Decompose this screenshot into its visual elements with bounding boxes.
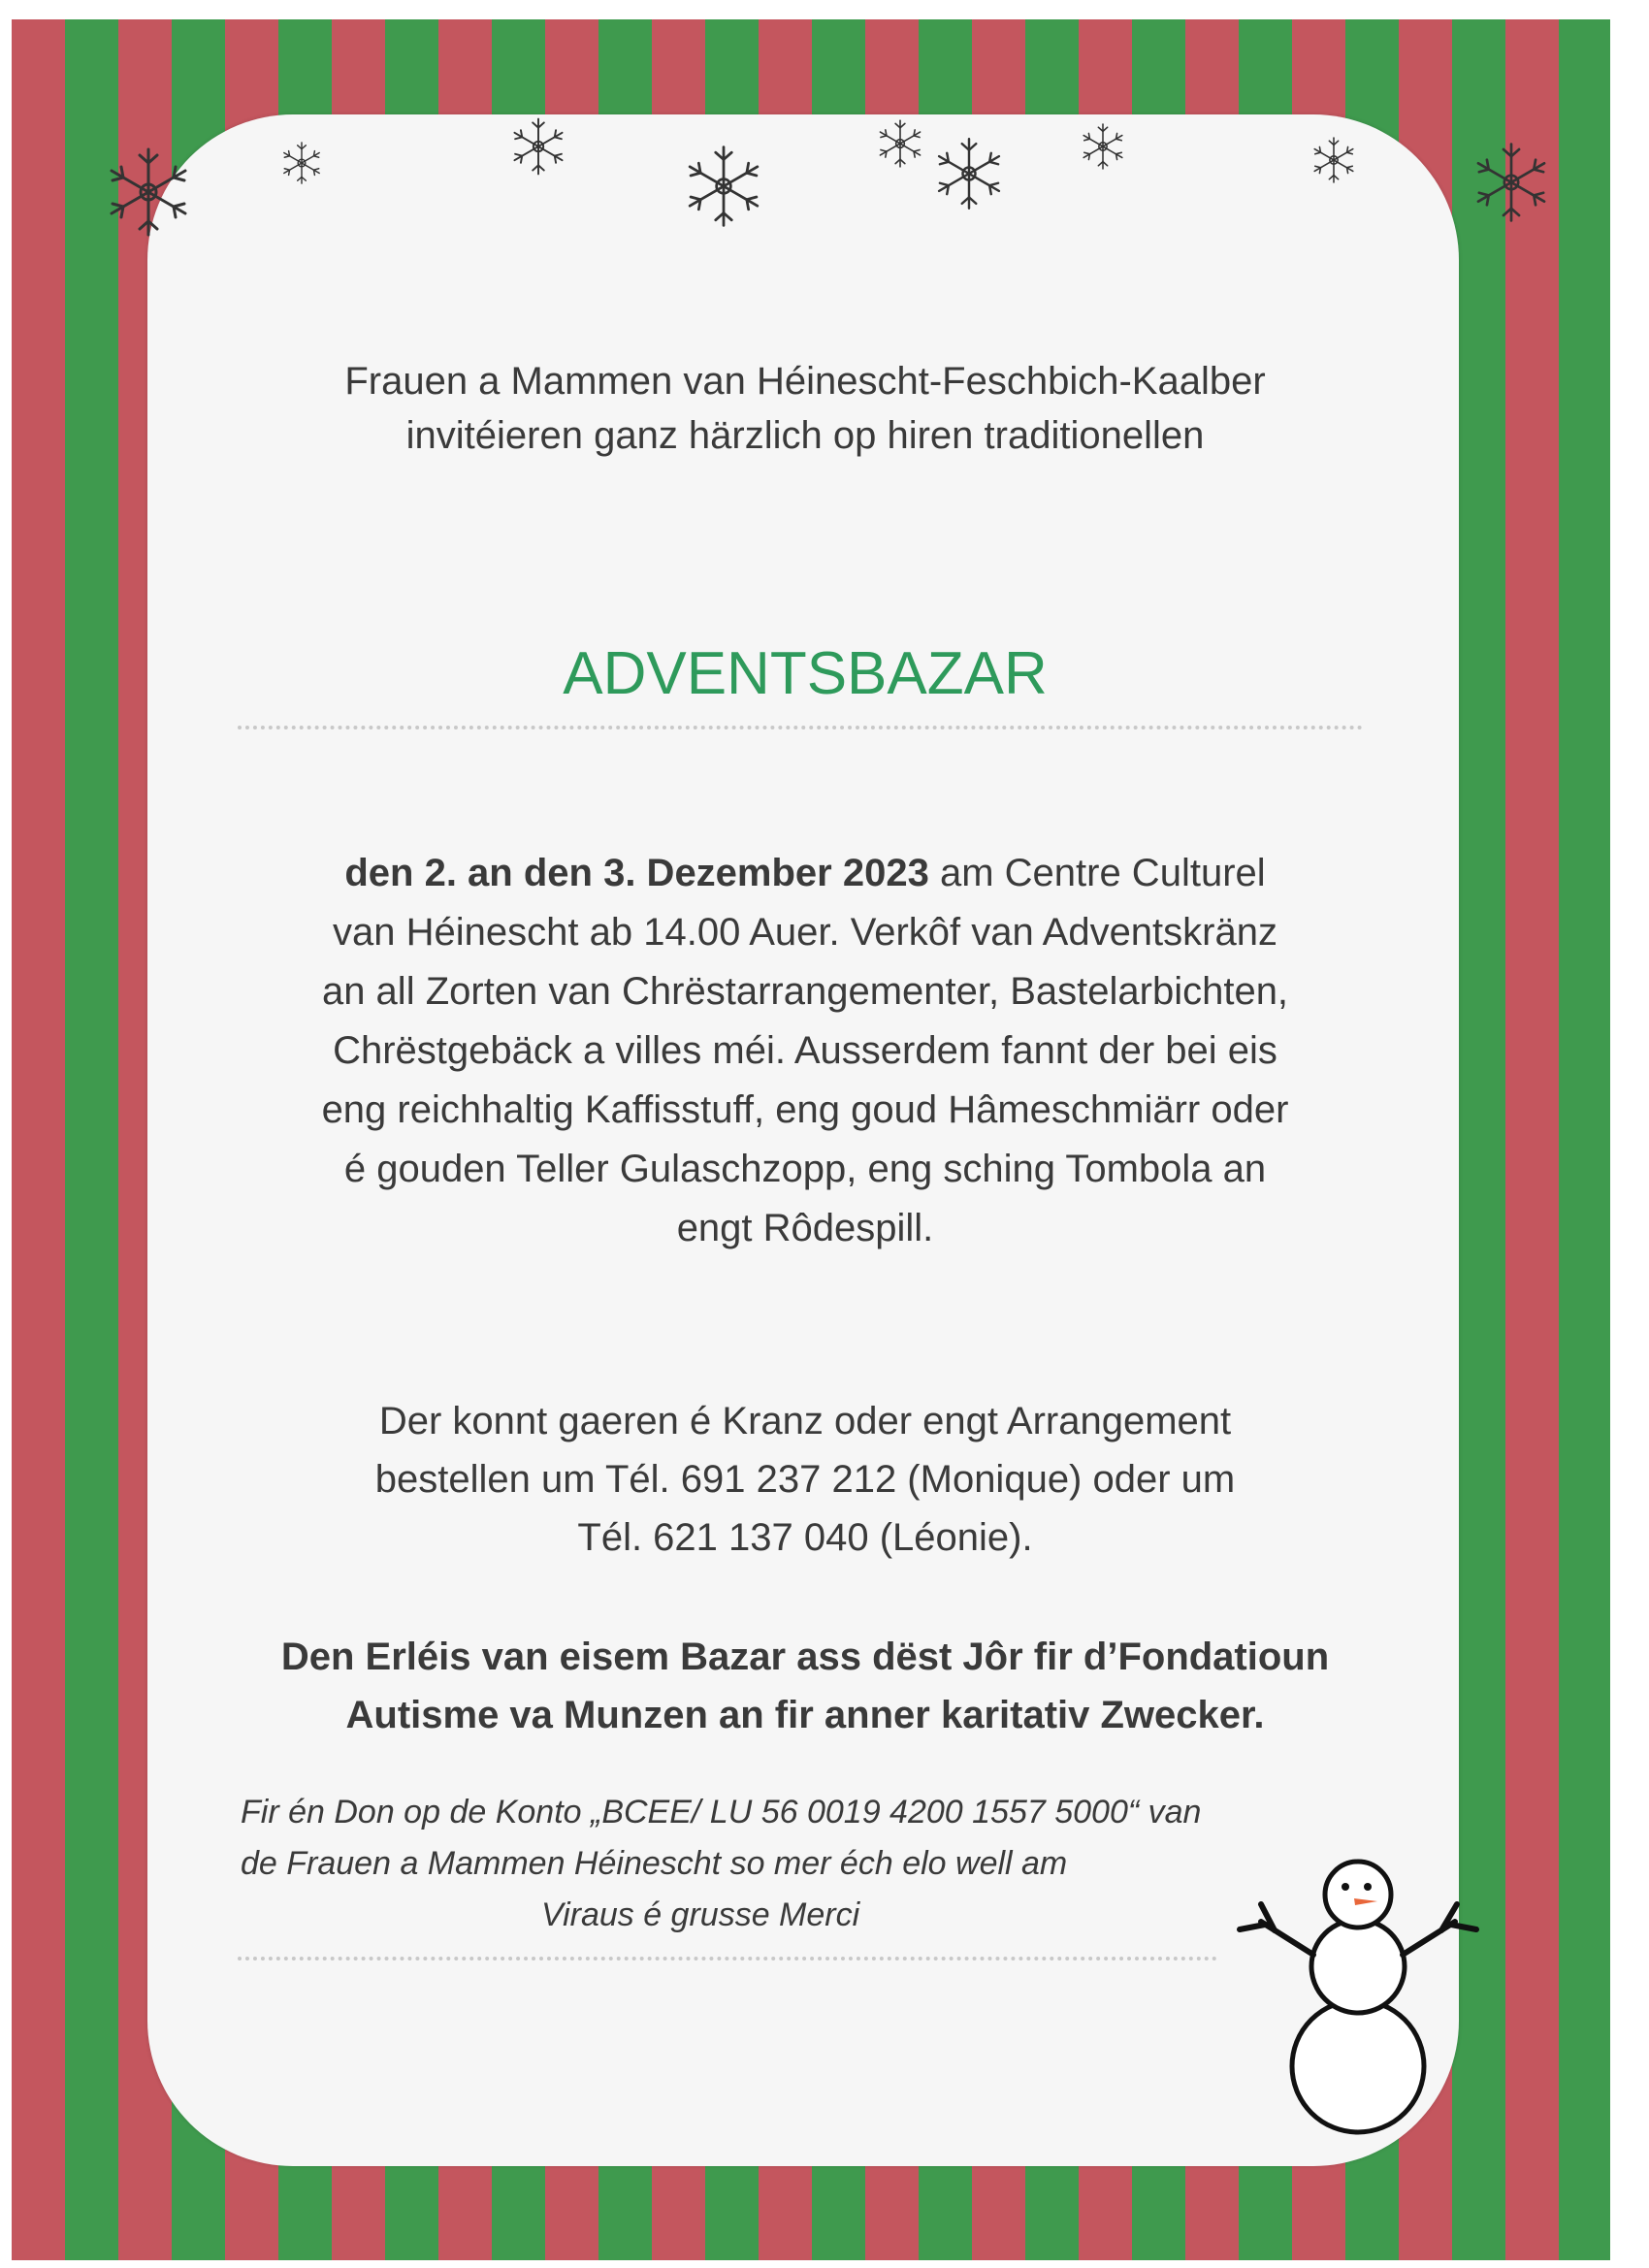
order-line: Tél. 621 137 040 (Léonie). bbox=[577, 1516, 1033, 1559]
snowflake-icon bbox=[1310, 136, 1358, 184]
intro-line: Frauen a Mammen van Héinescht-Feschbich-Kaalber bbox=[344, 360, 1266, 403]
intro-line: invitéieren ganz härzlich op hiren traditionellen bbox=[405, 414, 1205, 457]
snowflake-icon bbox=[875, 118, 925, 169]
details-line: é gouden Teller Gulaschzopp, eng sching Tombola an bbox=[343, 1148, 1267, 1190]
details-line: Chrëstgebäck a villes méi. Ausserdem fannt der bei eis bbox=[333, 1029, 1277, 1072]
details-line: eng reichhaltig Kaffisstuff, eng goud Hâmeschmiärr oder bbox=[321, 1088, 1289, 1131]
details-line: van Héinescht ab 14.00 Auer. Verkôf van Adventskränz bbox=[333, 911, 1277, 954]
snowflake-icon bbox=[279, 141, 324, 185]
event-venue: am Centre Culturel bbox=[928, 852, 1266, 894]
order-line: bestellen um Tél. 691 237 212 (Monique) oder um bbox=[374, 1458, 1236, 1501]
charity-line: Den Erléis van eisem Bazar ass dëst Jôr fir d’Fondatioun bbox=[280, 1636, 1330, 1678]
snowflake-icon bbox=[1470, 141, 1553, 224]
snowman-icon bbox=[1232, 1858, 1484, 2149]
details-line: engt Rôdespill. bbox=[676, 1207, 934, 1249]
order-info bbox=[194, 1392, 1416, 1567]
invitation-intro bbox=[194, 354, 1416, 463]
snowflake-icon bbox=[931, 136, 1007, 211]
charity-line: Autisme va Munzen an fir anner karitativ Zwecker. bbox=[345, 1694, 1265, 1736]
details-line bbox=[194, 844, 1416, 903]
snowflake-icon bbox=[102, 146, 195, 239]
donation-line: de Frauen a Mammen Héinescht so mer éch elo well am bbox=[241, 1845, 1068, 1882]
event-date: den 2. an den 3. Dezember 2023 bbox=[344, 852, 929, 894]
order-line: Der konnt gaeren é Kranz oder engt Arrangement bbox=[378, 1400, 1232, 1442]
donation-note bbox=[241, 1787, 1375, 1941]
charity-note bbox=[194, 1628, 1416, 1744]
snowflake-icon bbox=[681, 144, 766, 229]
divider bbox=[238, 1957, 1217, 1960]
details-line: an all Zorten van Chrëstarrangementer, Bastelarbichten, bbox=[321, 970, 1289, 1013]
snowflake-icon bbox=[1079, 122, 1127, 171]
snowflake-icon bbox=[508, 116, 568, 177]
page-title: ADVENTSBAZAR bbox=[563, 640, 1048, 707]
donation-line: Viraus é grusse Merci bbox=[541, 1896, 860, 1933]
divider bbox=[238, 726, 1363, 729]
event-details bbox=[194, 844, 1416, 1258]
donation-line: Fir én Don op de Konto „BCEE/ LU 56 0019 4200 1557 5000“ van bbox=[241, 1794, 1202, 1831]
